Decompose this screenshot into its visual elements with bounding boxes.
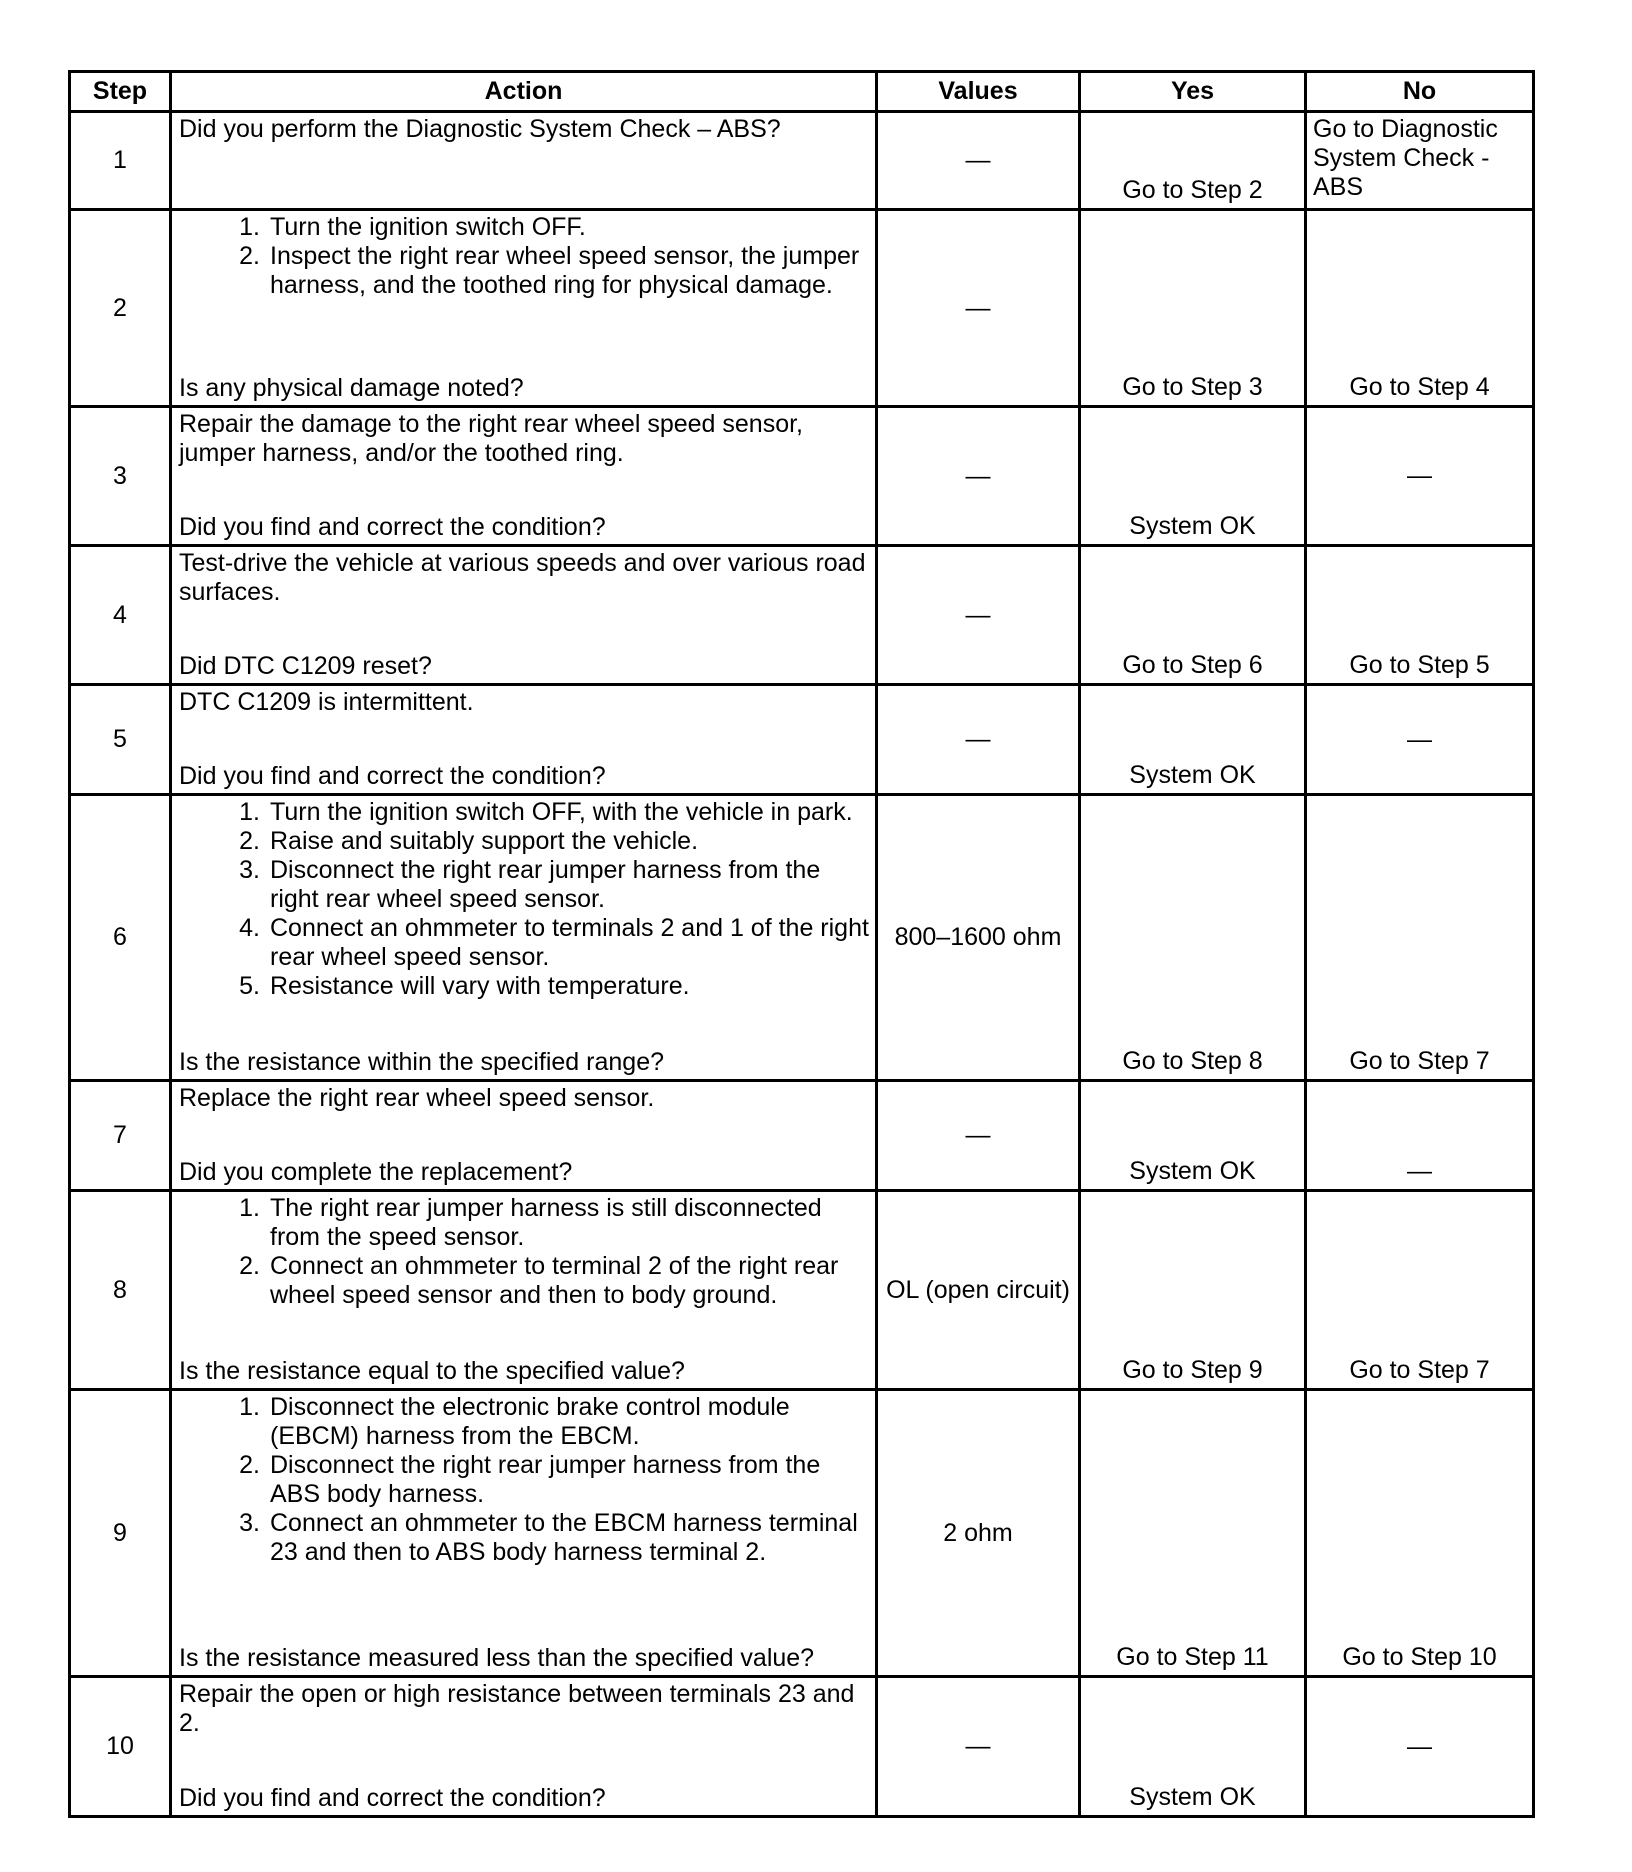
table-row (70, 546, 1534, 685)
table-row (70, 1081, 1534, 1191)
no-cell (1306, 1677, 1534, 1817)
yes-cell (1080, 1081, 1306, 1191)
step-number: 7 (70, 1081, 171, 1191)
action-cell (171, 795, 877, 1081)
action-question: Is any physical damage noted? (179, 374, 524, 402)
action-question: Is the resistance measured less than the specified value? (179, 1644, 815, 1672)
yes-text: Go to Step 11 (1116, 1643, 1269, 1671)
procedure-item (179, 972, 869, 1001)
value-cell: — (877, 112, 1080, 210)
value-cell: — (877, 1677, 1080, 1817)
procedure-item-text: Turn the ignition switch OFF, with the vehicle in park. (270, 798, 853, 826)
no-cell (1306, 112, 1534, 210)
action-question: Is the resistance equal to the specified value? (179, 1357, 685, 1385)
no-text: Go to Step 10 (1342, 1643, 1497, 1671)
procedure-item (179, 1252, 869, 1310)
value-cell: 2 ohm (877, 1390, 1080, 1677)
action-cell (171, 210, 877, 407)
procedure-list (179, 213, 869, 300)
value-cell: — (877, 546, 1080, 685)
procedure-item (179, 213, 869, 242)
procedure-list (179, 1393, 869, 1567)
no-cell (1306, 1081, 1534, 1191)
procedure-item-number: 2. (239, 1451, 260, 1479)
procedure-item-number: 1. (239, 798, 260, 826)
action-cell (171, 546, 877, 685)
procedure-item (179, 1451, 869, 1509)
action-text: DTC C1209 is intermittent. (179, 688, 474, 716)
procedure-item-text: Raise and suitably support the vehicle. (270, 827, 699, 855)
procedure-item-text: The right rear jumper harness is still disconnected from the speed sensor. (270, 1194, 822, 1251)
header-no: No (1306, 72, 1534, 112)
procedure-item-number: 1. (239, 1393, 260, 1421)
header-values: Values (877, 72, 1080, 112)
no-cell (1306, 1390, 1534, 1677)
value-cell: — (877, 407, 1080, 546)
table-row (70, 685, 1534, 795)
header-yes: Yes (1080, 72, 1306, 112)
procedure-item-text: Inspect the right rear wheel speed sensor, the jumper harness, and the toothed ring for physical damage. (270, 242, 860, 299)
step-number: 9 (70, 1390, 171, 1677)
table-row (70, 407, 1534, 546)
step-number: 1 (70, 112, 171, 210)
procedure-item-number: 2. (239, 1252, 260, 1280)
procedure-item-text: Connect an ohmmeter to terminals 2 and 1 of the right rear wheel speed sensor. (270, 914, 869, 971)
yes-text: Go to Step 2 (1122, 176, 1263, 204)
yes-cell (1080, 795, 1306, 1081)
no-text: — (1407, 1732, 1432, 1760)
procedure-item (179, 1194, 869, 1252)
procedure-item (179, 1509, 869, 1567)
no-text: Go to Diagnostic System Check - ABS (1313, 115, 1498, 201)
procedure-list (179, 798, 869, 1001)
yes-cell (1080, 546, 1306, 685)
header-step: Step (70, 72, 171, 112)
action-cell (171, 1677, 877, 1817)
yes-text: System OK (1129, 761, 1256, 789)
procedure-item (179, 856, 869, 914)
value-cell: OL (open circuit) (877, 1191, 1080, 1390)
procedure-item-text: Connect an ohmmeter to the EBCM harness terminal 23 and then to ABS body harness terminal 2. (270, 1509, 858, 1566)
no-cell (1306, 1191, 1534, 1390)
yes-text: Go to Step 8 (1122, 1047, 1263, 1075)
no-text: Go to Step 5 (1349, 651, 1490, 679)
action-cell (171, 1191, 877, 1390)
action-text: Replace the right rear wheel speed sensor. (179, 1084, 655, 1112)
action-text: Did you perform the Diagnostic System Check – ABS? (179, 115, 781, 143)
yes-text: Go to Step 9 (1122, 1356, 1263, 1384)
action-text: Repair the open or high resistance between terminals 23 and 2. (179, 1680, 855, 1737)
action-cell (171, 112, 877, 210)
no-text: Go to Step 7 (1349, 1356, 1490, 1384)
header-row (70, 72, 1534, 112)
no-text: — (1407, 725, 1432, 753)
action-text: Repair the damage to the right rear wheel speed sensor, jumper harness, and/or the toothed ring. (179, 410, 803, 467)
no-text: — (1407, 1157, 1432, 1185)
table-row (70, 795, 1534, 1081)
step-number: 4 (70, 546, 171, 685)
procedure-item (179, 242, 869, 300)
action-question: Did DTC C1209 reset? (179, 652, 432, 680)
procedure-item-text: Turn the ignition switch OFF. (270, 213, 586, 241)
procedure-item-number: 2. (239, 242, 260, 270)
procedure-item (179, 798, 869, 827)
step-number: 3 (70, 407, 171, 546)
no-cell (1306, 210, 1534, 407)
table-row (70, 112, 1534, 210)
value-cell: — (877, 685, 1080, 795)
procedure-item (179, 914, 869, 972)
yes-cell (1080, 210, 1306, 407)
procedure-item-text: Resistance will vary with temperature. (270, 972, 690, 1000)
table-row (70, 1677, 1534, 1817)
procedure-item-number: 1. (239, 213, 260, 241)
value-cell: — (877, 210, 1080, 407)
yes-cell (1080, 1677, 1306, 1817)
procedure-item-text: Disconnect the electronic brake control module (EBCM) harness from the EBCM. (270, 1393, 790, 1450)
diagnostic-table (68, 70, 1535, 1818)
procedure-item-number: 1. (239, 1194, 260, 1222)
yes-cell (1080, 685, 1306, 795)
step-number: 10 (70, 1677, 171, 1817)
yes-cell (1080, 407, 1306, 546)
step-number: 2 (70, 210, 171, 407)
procedure-item-number: 4. (239, 914, 260, 942)
procedure-item-text: Connect an ohmmeter to terminal 2 of the right rear wheel speed sensor and then to body ground. (270, 1252, 839, 1309)
yes-text: System OK (1129, 512, 1256, 540)
action-cell (171, 1390, 877, 1677)
action-question: Is the resistance within the specified range? (179, 1048, 664, 1076)
procedure-list (179, 1194, 869, 1310)
yes-text: Go to Step 6 (1122, 651, 1263, 679)
table-row (70, 210, 1534, 407)
value-cell: 800–1600 ohm (877, 795, 1080, 1081)
procedure-item-text: Disconnect the right rear jumper harness from the right rear wheel speed sensor. (270, 856, 821, 913)
table-row (70, 1191, 1534, 1390)
action-cell (171, 685, 877, 795)
procedure-item-number: 3. (239, 1509, 260, 1537)
procedure-item-number: 5. (239, 972, 260, 1000)
yes-cell (1080, 1191, 1306, 1390)
no-cell (1306, 546, 1534, 685)
action-cell (171, 1081, 877, 1191)
action-text: Test-drive the vehicle at various speeds and over various road surfaces. (179, 549, 866, 606)
step-number: 5 (70, 685, 171, 795)
header-action: Action (171, 72, 877, 112)
step-number: 8 (70, 1191, 171, 1390)
table-row (70, 1390, 1534, 1677)
action-question: Did you find and correct the condition? (179, 513, 606, 541)
procedure-item-number: 3. (239, 856, 260, 884)
procedure-item (179, 827, 869, 856)
yes-cell (1080, 112, 1306, 210)
procedure-item (179, 1393, 869, 1451)
no-cell (1306, 795, 1534, 1081)
action-question: Did you complete the replacement? (179, 1158, 573, 1186)
action-question: Did you find and correct the condition? (179, 1784, 606, 1812)
no-cell (1306, 407, 1534, 546)
no-cell (1306, 685, 1534, 795)
procedure-item-number: 2. (239, 827, 260, 855)
no-text: Go to Step 4 (1349, 373, 1490, 401)
action-cell (171, 407, 877, 546)
action-question: Did you find and correct the condition? (179, 762, 606, 790)
no-text: — (1407, 461, 1432, 490)
step-number: 6 (70, 795, 171, 1081)
yes-text: System OK (1129, 1157, 1256, 1185)
no-text: Go to Step 7 (1349, 1047, 1490, 1075)
procedure-item-text: Disconnect the right rear jumper harness from the ABS body harness. (270, 1451, 821, 1508)
yes-cell (1080, 1390, 1306, 1677)
yes-text: System OK (1129, 1783, 1256, 1811)
yes-text: Go to Step 3 (1122, 373, 1263, 401)
value-cell: — (877, 1081, 1080, 1191)
